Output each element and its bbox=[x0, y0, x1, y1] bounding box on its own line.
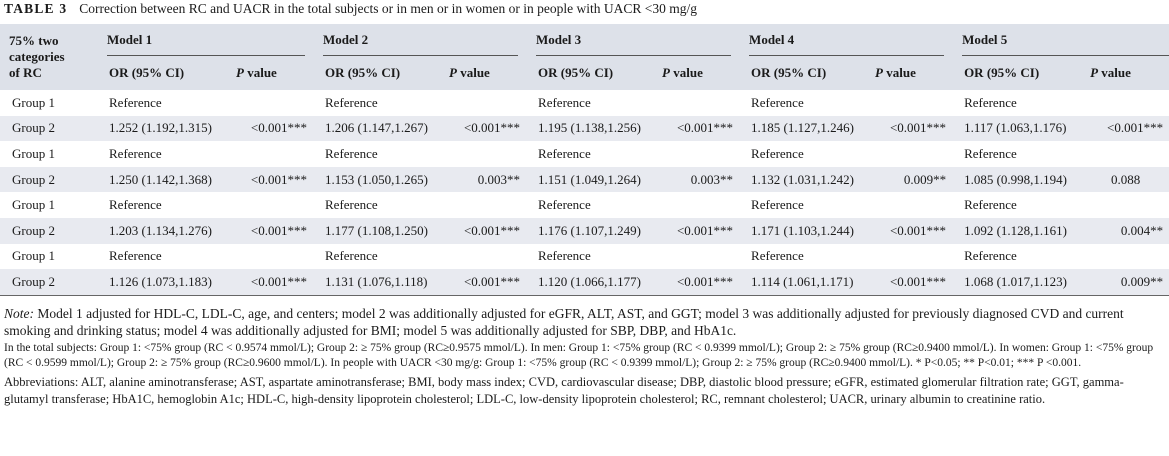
or-header-model-5: OR (95% CI) bbox=[964, 65, 1040, 80]
table-row bbox=[0, 167, 1169, 193]
table-label: TABLE 3 bbox=[4, 1, 68, 16]
or-value-model-2: 1.177 (1.108,1.250) bbox=[313, 218, 441, 244]
p-letter: P bbox=[449, 65, 457, 80]
p-value-header-model-4 bbox=[867, 56, 952, 90]
corner-line-2: categories bbox=[9, 49, 65, 64]
p-value-model-2: <0.001*** bbox=[441, 269, 526, 295]
p-value-model-1 bbox=[228, 192, 313, 218]
note-label: Note: bbox=[4, 306, 34, 321]
or-value-model-3: Reference bbox=[526, 192, 654, 218]
or-value-model-3: Reference bbox=[526, 90, 654, 116]
table-row bbox=[0, 116, 1169, 142]
p-letter: P bbox=[875, 65, 883, 80]
p-value-model-4 bbox=[867, 244, 952, 270]
p-letter: P bbox=[662, 65, 670, 80]
p-value-model-5 bbox=[1082, 244, 1169, 270]
p-value-model-1: <0.001*** bbox=[228, 167, 313, 193]
p-value-header-model-3 bbox=[654, 56, 739, 90]
p-value-model-3: 0.003** bbox=[654, 167, 739, 193]
or-value-model-1: 1.252 (1.192,1.315) bbox=[97, 116, 228, 142]
or-value-model-3: Reference bbox=[526, 244, 654, 270]
p-value-model-4: <0.001*** bbox=[867, 218, 952, 244]
table-body bbox=[0, 90, 1169, 295]
note-models bbox=[4, 305, 1166, 339]
p-value-model-5: 0.004** bbox=[1082, 218, 1169, 244]
p-value-word: value bbox=[669, 65, 703, 80]
table-row bbox=[0, 192, 1169, 218]
or-header-model-1: OR (95% CI) bbox=[109, 65, 185, 80]
p-value-model-3: <0.001*** bbox=[654, 116, 739, 142]
p-value-model-4: <0.001*** bbox=[867, 116, 952, 142]
p-value-model-2 bbox=[441, 141, 526, 167]
p-value-model-3: <0.001*** bbox=[654, 218, 739, 244]
or-value-model-1: 1.126 (1.073,1.183) bbox=[97, 269, 228, 295]
or-value-model-1: 1.250 (1.142,1.368) bbox=[97, 167, 228, 193]
model-1-header: Model 1 bbox=[97, 24, 313, 56]
group-label: Group 1 bbox=[0, 90, 97, 116]
table-caption bbox=[4, 1, 697, 17]
p-letter: P bbox=[236, 65, 244, 80]
or-value-model-5: 1.085 (0.998,1.194) bbox=[952, 167, 1082, 193]
p-value-model-3 bbox=[654, 90, 739, 116]
p-value-model-1: <0.001*** bbox=[228, 218, 313, 244]
or-value-model-2: 1.206 (1.147,1.267) bbox=[313, 116, 441, 142]
or-value-model-5: 1.092 (1.128,1.161) bbox=[952, 218, 1082, 244]
table-row bbox=[0, 90, 1169, 116]
table-row bbox=[0, 218, 1169, 244]
note-abbreviations: Abbreviations: ALT, alanine aminotransferase; AST, aspartate aminotransferase; BMI, body mass index; CVD, cardiovascular disease; DBP, diastolic blood pressure; eGFR, estimated glomerular filtration rate; GGT, gamma-glutamyl transferase; HbA1C, hemoglobin A1c; HDL-C, high-density lipoprotein cholesterol; LDL-C, low-density lipoprotein cholesterol; RC, remnant cholesterol; UACR, urinary albumin to creatinine ratio. bbox=[4, 375, 1124, 406]
p-value-word: value bbox=[883, 65, 916, 80]
corner-line-3: of RC bbox=[9, 65, 42, 80]
or-value-model-5: Reference bbox=[952, 192, 1082, 218]
or-header-model-3: OR (95% CI) bbox=[538, 65, 614, 80]
p-value-model-2 bbox=[441, 244, 526, 270]
note-groups: In the total subjects: Group 1: <75% group (RC < 0.9574 mmol/L); Group 2: ≥ 75% group (RC≥0.9575 mmol/L). In men: Group 1: <75% group (RC < 0.9399 mmol/L); Group 2: ≥ 75% group (RC≥0.9400 mmol/L). In women: Group 1: <75% group (RC < 0.9599 mmol/L); Group 2: ≥ 75% group (RC≥0.9600 mmol/L). In people with UACR <30 mg/g: Group 1: <75% group (RC < 0.9399 mmol/L); Group 2: ≥ 75% group (RC≥0.9400 mmol/L). * P<0.05; ** P<0.01; *** P <0.001. bbox=[4, 342, 1154, 369]
or-value-model-2: 1.153 (1.050,1.265) bbox=[313, 167, 441, 193]
note-text: Model 1 adjusted for HDL-C, LDL-C, age, and centers; model 2 was additionally adjusted for eGFR, ALT, AST, and GGT; model 3 was additionally adjusted for previously diagnosed CVD and current smoking and drinking status; model 4 was additionally adjusted for BMI; model 5 was additionally adjusted for SBP, DBP, and HbA1c. bbox=[4, 306, 1124, 338]
or-value-model-3: 1.195 (1.138,1.256) bbox=[526, 116, 654, 142]
p-value-model-5: 0.009** bbox=[1082, 269, 1169, 295]
or-value-model-4: 1.171 (1.103,1.244) bbox=[739, 218, 867, 244]
or-value-model-3: 1.176 (1.107,1.249) bbox=[526, 218, 654, 244]
p-value-model-3: <0.001*** bbox=[654, 269, 739, 295]
or-value-model-3: Reference bbox=[526, 141, 654, 167]
or-value-model-4: 1.132 (1.031,1.242) bbox=[739, 167, 867, 193]
group-label: Group 2 bbox=[0, 218, 97, 244]
group-label: Group 2 bbox=[0, 116, 97, 142]
group-label: Group 2 bbox=[0, 167, 97, 193]
or-value-model-4: Reference bbox=[739, 192, 867, 218]
or-value-model-5: Reference bbox=[952, 90, 1082, 116]
p-value-model-1: <0.001*** bbox=[228, 269, 313, 295]
p-value-model-4: 0.009** bbox=[867, 167, 952, 193]
p-value-model-1 bbox=[228, 90, 313, 116]
or-value-model-4: 1.185 (1.127,1.246) bbox=[739, 116, 867, 142]
or-value-model-2: Reference bbox=[313, 192, 441, 218]
model-3-header: Model 3 bbox=[526, 24, 739, 56]
or-value-model-4: Reference bbox=[739, 90, 867, 116]
or-value-model-2: Reference bbox=[313, 244, 441, 270]
p-value-word: value bbox=[1098, 65, 1131, 80]
group-label: Group 1 bbox=[0, 141, 97, 167]
or-value-model-3: 1.120 (1.066,1.177) bbox=[526, 269, 654, 295]
header-row-columns bbox=[0, 56, 1169, 90]
p-value-header-model-1 bbox=[228, 56, 313, 90]
p-value-header-model-5 bbox=[1082, 56, 1169, 90]
or-value-model-1: Reference bbox=[97, 244, 228, 270]
results-table bbox=[0, 24, 1169, 296]
or-value-model-5: 1.068 (1.017,1.123) bbox=[952, 269, 1082, 295]
or-value-model-5: Reference bbox=[952, 141, 1082, 167]
table-row bbox=[0, 269, 1169, 295]
group-label: Group 2 bbox=[0, 269, 97, 295]
table-row bbox=[0, 244, 1169, 270]
table-title: Correction between RC and UACR in the total subjects or in men or in women or in people with UACR <30 mg/g bbox=[79, 1, 697, 16]
p-value-model-5 bbox=[1082, 141, 1169, 167]
p-value-model-2 bbox=[441, 90, 526, 116]
header-row-models bbox=[0, 24, 1169, 56]
p-value-model-2: <0.001*** bbox=[441, 218, 526, 244]
table-row bbox=[0, 141, 1169, 167]
p-value-model-5: 0.088 bbox=[1082, 167, 1169, 193]
or-header-model-4: OR (95% CI) bbox=[751, 65, 827, 80]
model-4-header: Model 4 bbox=[739, 24, 952, 56]
p-value-model-2: 0.003** bbox=[441, 167, 526, 193]
or-value-model-5: Reference bbox=[952, 244, 1082, 270]
p-value-header-model-2 bbox=[441, 56, 526, 90]
p-value-model-4 bbox=[867, 90, 952, 116]
or-value-model-1: Reference bbox=[97, 192, 228, 218]
p-value-word: value bbox=[456, 65, 490, 80]
p-value-model-4: <0.001*** bbox=[867, 269, 952, 295]
model-2-header: Model 2 bbox=[313, 24, 526, 56]
group-label: Group 1 bbox=[0, 192, 97, 218]
p-value-model-5: <0.001*** bbox=[1082, 116, 1169, 142]
p-value-model-1 bbox=[228, 244, 313, 270]
p-value-model-1: <0.001*** bbox=[228, 116, 313, 142]
or-value-model-1: 1.203 (1.134,1.276) bbox=[97, 218, 228, 244]
p-value-model-4 bbox=[867, 192, 952, 218]
or-value-model-2: Reference bbox=[313, 141, 441, 167]
or-value-model-1: Reference bbox=[97, 141, 228, 167]
p-value-model-3 bbox=[654, 192, 739, 218]
model-5-header: Model 5 bbox=[952, 24, 1169, 56]
p-value-model-5 bbox=[1082, 192, 1169, 218]
or-header-model-2: OR (95% CI) bbox=[325, 65, 401, 80]
or-value-model-4: Reference bbox=[739, 141, 867, 167]
corner-header bbox=[0, 24, 97, 90]
p-value-model-2: <0.001*** bbox=[441, 116, 526, 142]
or-value-model-2: Reference bbox=[313, 90, 441, 116]
or-value-model-4: Reference bbox=[739, 244, 867, 270]
p-letter: P bbox=[1090, 65, 1099, 80]
corner-line-1: 75% two bbox=[9, 33, 59, 48]
or-value-model-2: 1.131 (1.076,1.118) bbox=[313, 269, 441, 295]
p-value-model-3 bbox=[654, 244, 739, 270]
p-value-model-3 bbox=[654, 141, 739, 167]
or-value-model-3: 1.151 (1.049,1.264) bbox=[526, 167, 654, 193]
p-value-model-2 bbox=[441, 192, 526, 218]
p-value-model-4 bbox=[867, 141, 952, 167]
group-label: Group 1 bbox=[0, 244, 97, 270]
or-value-model-1: Reference bbox=[97, 90, 228, 116]
p-value-model-5 bbox=[1082, 90, 1169, 116]
or-value-model-5: 1.117 (1.063,1.176) bbox=[952, 116, 1082, 142]
p-value-word: value bbox=[243, 65, 277, 80]
table-notes bbox=[4, 305, 1166, 407]
p-value-model-1 bbox=[228, 141, 313, 167]
or-value-model-4: 1.114 (1.061,1.171) bbox=[739, 269, 867, 295]
